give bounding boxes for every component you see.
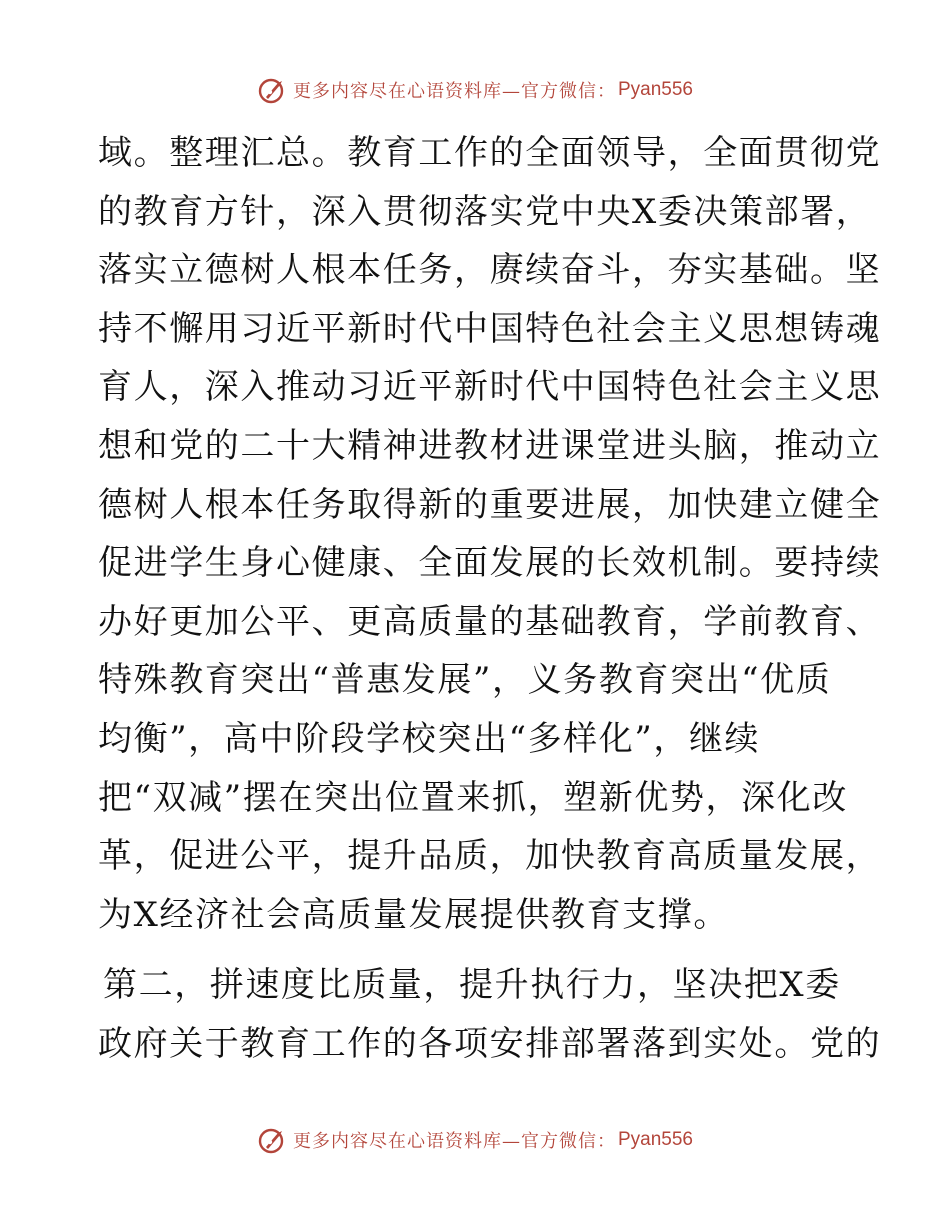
header-watermark-banner	[0, 70, 950, 110]
text-line: 革，促进公平，提升品质，加快教育高质量发展，	[98, 836, 882, 877]
footer-watermark-banner	[0, 1120, 950, 1160]
paragraph-1	[98, 124, 882, 944]
text-line: 的教育方针，深入贯彻落实党中央X委决策部署，	[98, 191, 872, 232]
pen-logo-icon	[257, 75, 287, 105]
text-line: 育人，深入推动习近平新时代中国特色社会主义思	[98, 367, 882, 408]
text-line: 均衡”，高中阶段学校突出“多样化”，继续	[98, 718, 761, 759]
text-line: 第二，拼速度比质量，提升执行力，坚决把X委	[103, 965, 841, 1006]
text-line: 德树人根本任务取得新的重要进展，加快建立健全	[98, 484, 882, 525]
text-line: 把“双减”摆在突出位置来抓，塑新优势，深化改	[98, 777, 848, 818]
paragraph-2	[98, 956, 882, 1073]
pen-logo-icon	[257, 1125, 287, 1155]
text-line: 政府关于教育工作的各项安排部署落到实处。党的	[98, 1023, 882, 1064]
text-line: 落实立德树人根本任务，赓续奋斗，夯实基础。坚	[98, 250, 882, 291]
banner-text: 更多内容尽在心语资料库—官方微信：	[292, 1131, 616, 1152]
text-line: 持不懈用习近平新时代中国特色社会主义思想铸魂	[98, 308, 882, 349]
text-line: 域。整理汇总。教育工作的全面领导，全面贯彻党	[98, 133, 882, 173]
wechat-id: Pyan556	[617, 1129, 693, 1150]
text-line: 促进学生身心健康、全面发展的长效机制。要持续	[98, 543, 882, 584]
text-line: 想和党的二十大精神进教材进课堂进头脑，推动立	[98, 425, 882, 466]
document-body	[98, 124, 882, 1074]
text-line: 为X经济社会高质量发展提供教育支撑。	[98, 894, 730, 935]
text-line: 办好更加公平、更高质量的基础教育，学前教育、	[98, 601, 882, 642]
text-line: 特殊教育突出“普惠发展”，义务教育突出“优质	[98, 660, 832, 701]
banner-text: 更多内容尽在心语资料库—官方微信：	[292, 81, 616, 102]
wechat-id: Pyan556	[617, 79, 693, 100]
